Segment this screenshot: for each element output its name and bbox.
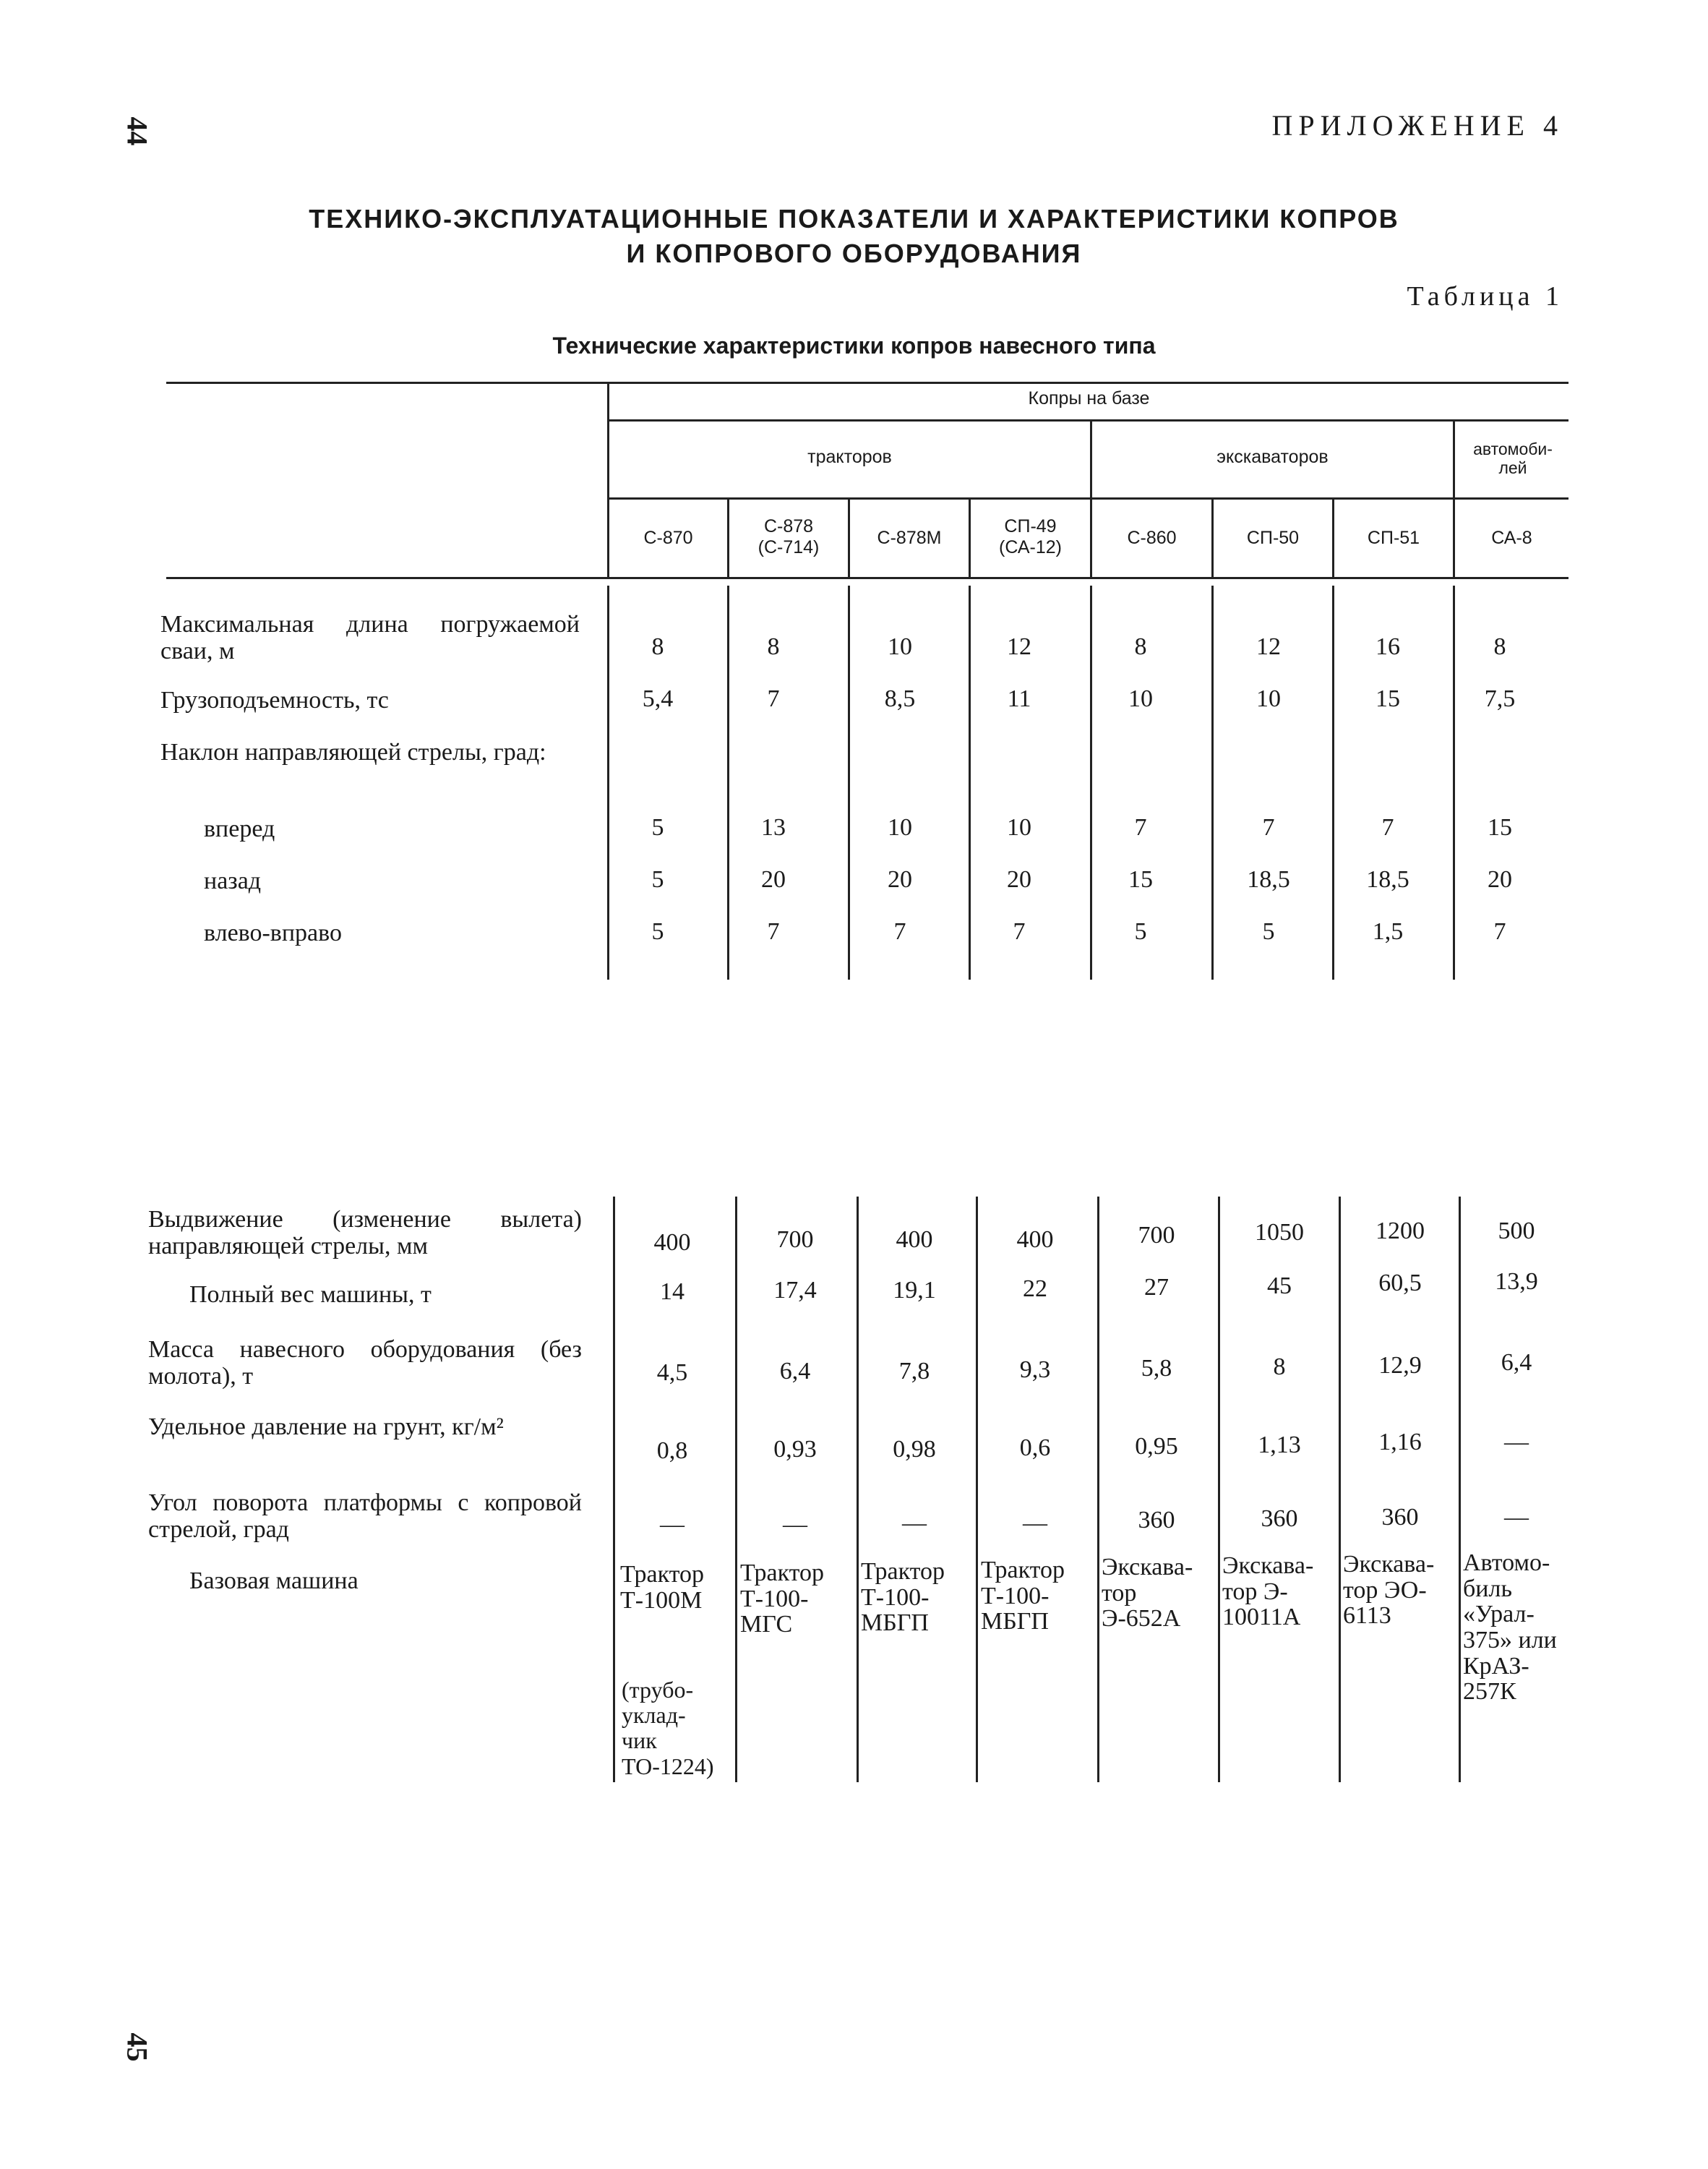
cell: 7 (767, 685, 780, 712)
cell: 1200 (1376, 1218, 1425, 1244)
row-label-capacity: Грузоподъемность, тс (160, 687, 389, 714)
cell: 0,98 (893, 1436, 936, 1463)
body2-divider (1459, 1197, 1461, 1782)
col-header: СА-8 (1491, 528, 1532, 548)
col-header: СП-51 (1367, 528, 1420, 548)
cell: 10 (1256, 685, 1281, 712)
header-bottom-rule (166, 577, 1568, 579)
cell: 19,1 (893, 1277, 936, 1304)
cell: 5,4 (642, 685, 674, 712)
group-tractors: тракторов (807, 447, 892, 467)
cell: 12,9 (1378, 1352, 1422, 1379)
col-header: С-870 (643, 528, 693, 548)
cell: 400 (1016, 1226, 1054, 1253)
cell: — (1023, 1510, 1047, 1536)
cell: 360 (1138, 1507, 1175, 1533)
cell: Трактор Т-100- МГС (740, 1560, 825, 1638)
cell: 7 (767, 918, 780, 945)
row-label-extension: Выдвижение (изменение вылета) направляющей стрелы, мм (148, 1206, 582, 1260)
cell: 500 (1498, 1218, 1535, 1244)
cell: — (1504, 1504, 1529, 1531)
cell: — (1504, 1429, 1529, 1455)
row-label-mass: Масса навесного оборудования (без молота), т (148, 1336, 582, 1390)
row-label-left-right: влево-вправо (204, 920, 342, 946)
cell: 10 (1128, 685, 1153, 712)
cell: Экскава- тор ЭО- 6113 (1343, 1551, 1435, 1630)
header-rule-1 (609, 419, 1568, 422)
cell: 0,8 (656, 1437, 688, 1464)
body2-divider (1339, 1197, 1341, 1782)
cell: Трактор Т-100- МБГП (981, 1557, 1065, 1635)
cell: Автомо- биль «Урал- 375» или КрАЗ- 257К (1463, 1549, 1557, 1706)
cell: 10 (888, 633, 912, 660)
group-vehicles: автомоби- лей (1473, 440, 1553, 478)
header-rule-2 (609, 497, 1568, 500)
body2-divider (1097, 1197, 1099, 1782)
cell: 1050 (1255, 1219, 1304, 1246)
cell: 20 (1007, 866, 1031, 893)
body1-divider (848, 586, 850, 980)
cell: — (660, 1511, 685, 1538)
body1-divider (1332, 586, 1334, 980)
body1-divider (1090, 586, 1092, 980)
cell: 7 (1262, 814, 1275, 841)
cell: 7,5 (1484, 685, 1516, 712)
cell: 15 (1488, 814, 1512, 841)
cell: 8 (1273, 1353, 1286, 1380)
body2-divider (857, 1197, 859, 1782)
col-header: С-878М (877, 528, 942, 548)
cell: 7 (1134, 814, 1147, 841)
col-header: СП-50 (1246, 528, 1300, 548)
cell: 13,9 (1495, 1268, 1538, 1295)
cell: 700 (1138, 1222, 1175, 1249)
cell: 8 (1134, 633, 1147, 660)
col-header: СП-49 (СА-12) (999, 516, 1062, 557)
cell: 8 (1493, 633, 1506, 660)
cell: 60,5 (1378, 1270, 1422, 1296)
cell: 400 (653, 1229, 691, 1256)
cell: 360 (1261, 1505, 1298, 1532)
body2-divider (613, 1197, 615, 1782)
cell: 10 (1007, 814, 1031, 841)
cell: 13 (761, 814, 786, 841)
cell: 10 (888, 814, 912, 841)
cell: 14 (660, 1278, 685, 1305)
cell: 17,4 (773, 1277, 817, 1304)
body1-divider (1211, 586, 1214, 980)
row-label-forward: вперед (204, 816, 275, 842)
row-label-weight: Полный вес машины, т (189, 1281, 432, 1308)
body2-divider (976, 1197, 978, 1782)
table-caption: Технические характеристики копров навесного типа (552, 333, 1156, 359)
cell: 20 (888, 866, 912, 893)
cell: 18,5 (1366, 866, 1409, 893)
base-machine-note: (трубо- уклад- чик ТО-1224) (622, 1677, 714, 1779)
cell: 7 (1493, 918, 1506, 945)
page-title-line-2: И КОПРОВОГО ОБОРУДОВАНИЯ (626, 239, 1082, 268)
cell: 8,5 (884, 685, 916, 712)
cell: 11 (1007, 685, 1031, 712)
col-header: С-878 (С-714) (758, 516, 820, 557)
row-label-max-length: Максимальная длина погружаемой сваи, м (160, 611, 580, 665)
page-title-line-1: ТЕХНИКО-ЭКСПЛУАТАЦИОННЫЕ ПОКАЗАТЕЛИ И ХАРАКТЕРИСТИКИ КОПРОВ (309, 204, 1399, 234)
cell: 8 (767, 633, 780, 660)
page-number-bottom: 45 (121, 2032, 154, 2062)
cell: 5,8 (1141, 1355, 1172, 1382)
cell: 27 (1144, 1274, 1169, 1301)
cell: — (902, 1510, 927, 1536)
cell: 45 (1267, 1272, 1292, 1299)
cell: 400 (896, 1226, 933, 1253)
row-label-rotation: Угол поворота платформы с копровой стрелой, град (148, 1489, 582, 1544)
cell: 4,5 (656, 1359, 688, 1386)
row-label-pressure: Удельное давление на грунт, кг/м² (148, 1413, 504, 1440)
cell: 1,16 (1378, 1429, 1422, 1455)
appendix-label: ПРИЛОЖЕНИЕ 4 (1271, 109, 1563, 142)
cell: Экскава- тор Э-652А (1102, 1554, 1193, 1633)
cell: 7,8 (898, 1358, 930, 1385)
cell: Трактор Т-100- МБГП (861, 1558, 945, 1637)
body1-divider (1453, 586, 1455, 980)
cell: 18,5 (1247, 866, 1290, 893)
cell: 0,95 (1135, 1433, 1178, 1460)
col-header: С-860 (1127, 528, 1177, 548)
cell: 1,5 (1372, 918, 1404, 945)
group-excavators: экскаваторов (1216, 447, 1329, 467)
cell: 5 (651, 918, 664, 945)
cell: 22 (1023, 1275, 1047, 1302)
header-top: Копры на базе (1028, 388, 1150, 408)
cell: 12 (1256, 633, 1281, 660)
table-number: Таблица 1 (1407, 281, 1563, 312)
cell: 7 (893, 918, 906, 945)
body1-divider (969, 586, 971, 980)
cell: Экскава- тор Э- 10011А (1222, 1552, 1314, 1631)
cell: 15 (1128, 866, 1153, 893)
cell: 12 (1007, 633, 1031, 660)
row-label-incline: Наклон направляющей стрелы, град: (160, 739, 546, 766)
body1-divider (727, 586, 729, 980)
cell: Трактор Т-100М (620, 1561, 705, 1614)
cell: 5 (651, 866, 664, 893)
cell: 6,4 (779, 1358, 811, 1385)
cell: 9,3 (1019, 1356, 1051, 1383)
row-label-back: назад (204, 868, 262, 894)
cell: 5 (1134, 918, 1147, 945)
cell: 0,93 (773, 1436, 817, 1463)
cell: 7 (1381, 814, 1394, 841)
cell: 20 (1488, 866, 1512, 893)
cell: 20 (761, 866, 786, 893)
cell: 8 (651, 633, 664, 660)
cell: 1,13 (1258, 1432, 1301, 1458)
cell: — (783, 1511, 807, 1538)
cell: 16 (1376, 633, 1400, 660)
cell: 360 (1381, 1504, 1419, 1531)
cell: 0,6 (1019, 1434, 1051, 1461)
cell: 5 (651, 814, 664, 841)
body2-divider (1218, 1197, 1220, 1782)
cell: 5 (1262, 918, 1275, 945)
row-label-base: Базовая машина (189, 1567, 359, 1594)
cell: 7 (1013, 918, 1026, 945)
page-number-top: 44 (121, 116, 154, 146)
header-top-rule (166, 382, 1568, 384)
body1-divider (607, 586, 609, 980)
cell: 15 (1376, 685, 1400, 712)
cell: 6,4 (1501, 1349, 1532, 1376)
cell: 700 (776, 1226, 814, 1253)
